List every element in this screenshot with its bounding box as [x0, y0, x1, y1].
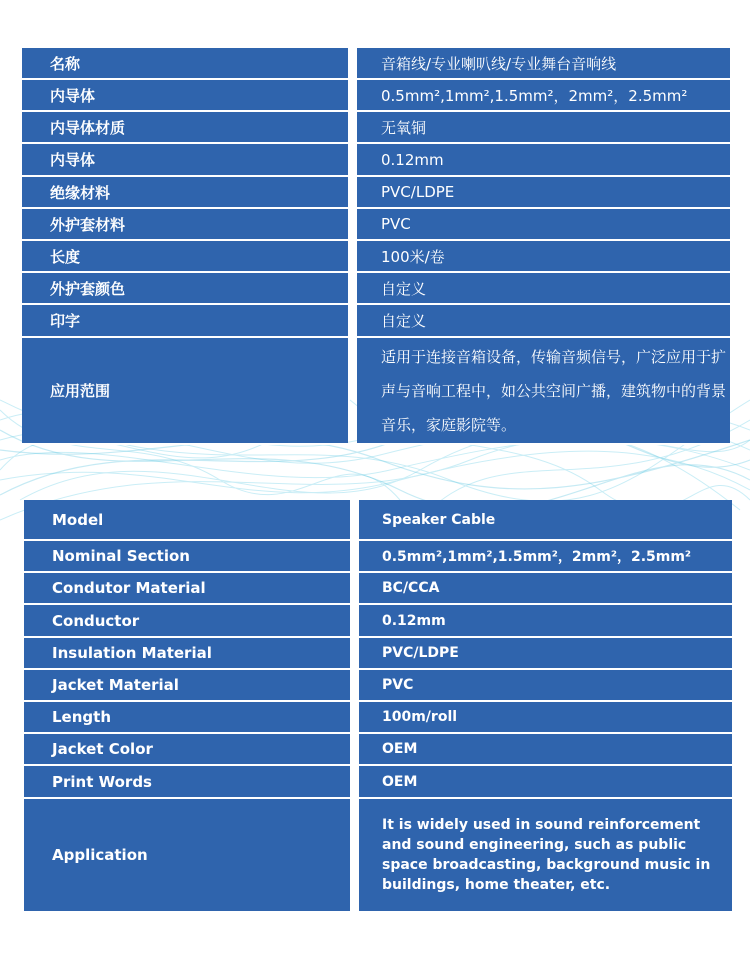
spec-value: 100米/卷: [357, 241, 730, 273]
spec-value: PVC: [359, 670, 732, 702]
spec-row: [22, 273, 730, 305]
spec-table-english: [24, 500, 732, 913]
spec-value: 适用于连接音箱设备，传输音频信号，广泛应用于扩声与音响工程中，如公共空间广播，建筑物中的背景音乐，家庭影院等。: [357, 338, 730, 445]
spec-row: [24, 605, 732, 638]
spec-value: 0.5mm²,1mm²,1.5mm²，2mm²，2.5mm²: [357, 80, 730, 112]
spec-row: [24, 702, 732, 734]
spec-key: 长度: [22, 241, 348, 273]
spec-row: [24, 670, 732, 702]
spec-key: 绝缘材料: [22, 177, 348, 209]
spec-value: Speaker Cable: [359, 500, 732, 541]
spec-row: [22, 144, 730, 177]
spec-key: Conductor: [24, 605, 350, 638]
spec-key: 应用范围: [22, 338, 348, 445]
spec-row: [22, 241, 730, 273]
spec-row: [22, 305, 730, 338]
spec-value: PVC/LDPE: [359, 638, 732, 670]
spec-value: 0.12mm: [359, 605, 732, 638]
spec-key: 外护套材料: [22, 209, 348, 241]
spec-key: Nominal Section: [24, 541, 350, 573]
spec-key: 外护套颜色: [22, 273, 348, 305]
spec-value: OEM: [359, 734, 732, 766]
spec-row: [24, 500, 732, 541]
spec-value: 无氧铜: [357, 112, 730, 144]
spec-row: [24, 799, 732, 913]
spec-key: Jacket Color: [24, 734, 350, 766]
spec-row: [24, 734, 732, 766]
spec-key: Model: [24, 500, 350, 541]
spec-row: [24, 573, 732, 605]
spec-value: 100m/roll: [359, 702, 732, 734]
spec-row: [22, 338, 730, 445]
spec-row: [22, 177, 730, 209]
spec-key: 内导体材质: [22, 112, 348, 144]
spec-row: [22, 48, 730, 80]
spec-key: Jacket Material: [24, 670, 350, 702]
spec-key: 名称: [22, 48, 348, 80]
spec-key: Insulation Material: [24, 638, 350, 670]
spec-row: [24, 766, 732, 799]
spec-value: 自定义: [357, 305, 730, 338]
spec-row: [24, 638, 732, 670]
spec-value: It is widely used in sound reinforcement and sound engineering, such as public space broadcasting, background music in buildings, home theater, etc.: [359, 799, 732, 913]
spec-row: [22, 209, 730, 241]
spec-key: Length: [24, 702, 350, 734]
spec-value: PVC: [357, 209, 730, 241]
spec-value: 0.5mm²,1mm²,1.5mm²，2mm²，2.5mm²: [359, 541, 732, 573]
spec-table-chinese: [22, 48, 730, 445]
spec-key: Condutor Material: [24, 573, 350, 605]
spec-row: [22, 80, 730, 112]
spec-value: OEM: [359, 766, 732, 799]
spec-key: 内导体: [22, 144, 348, 177]
spec-row: [22, 112, 730, 144]
spec-key: Application: [24, 799, 350, 913]
spec-key: Print Words: [24, 766, 350, 799]
spec-row: [24, 541, 732, 573]
spec-value: 音箱线/专业喇叭线/专业舞台音响线: [357, 48, 730, 80]
spec-value: PVC/LDPE: [357, 177, 730, 209]
spec-value: BC/CCA: [359, 573, 732, 605]
spec-value: 0.12mm: [357, 144, 730, 177]
spec-value: 自定义: [357, 273, 730, 305]
spec-key: 内导体: [22, 80, 348, 112]
spec-key: 印字: [22, 305, 348, 338]
